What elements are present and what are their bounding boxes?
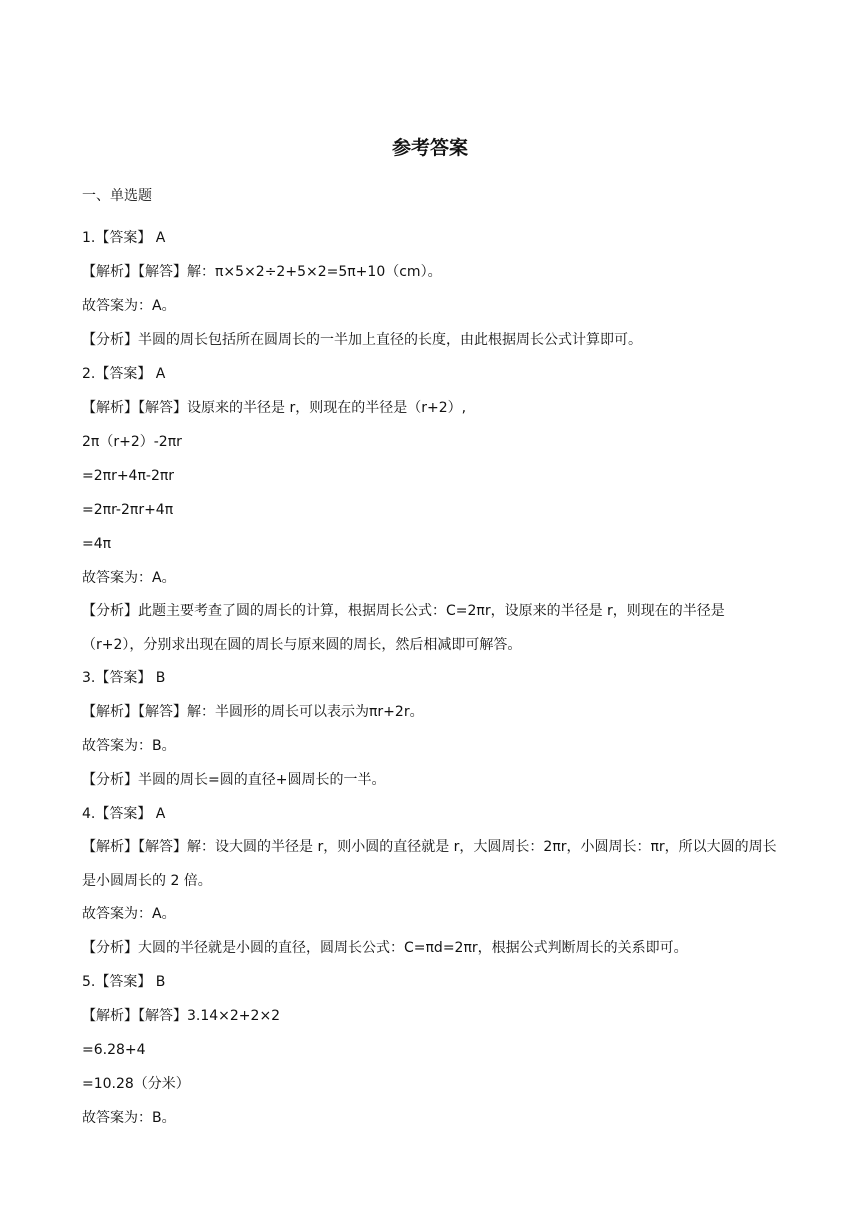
calc-step-5b: =10.28（分米） xyxy=(82,1076,190,1092)
analysis-q4: 【解析】【解答】解：设大圆的半径是 r，则小圆的直径就是 r，大圆周长：2πr，小圆周长：πr，所以大圆的周长是小圆周长的 2 倍。 xyxy=(82,839,777,889)
analysis-q2: 【解析】【解答】设原来的半径是 r，则现在的半径是（r+2）, xyxy=(82,400,467,416)
calc-step-3: =2πr-2πr+4π xyxy=(82,502,174,518)
answer-q4: 4.【答案】 A xyxy=(82,806,166,822)
conclusion-q1: 故答案为：A。 xyxy=(82,298,176,314)
calc-step-5a: =6.28+4 xyxy=(82,1042,146,1058)
calc-step-2: =2πr+4π-2πr xyxy=(82,468,175,484)
conclusion-q5: 故答案为：B。 xyxy=(82,1110,176,1126)
calc-step-1: 2π（r+2）-2πr xyxy=(82,434,182,450)
conclusion-q3: 故答案为：B。 xyxy=(82,738,176,754)
answer-q5: 5.【答案】 B xyxy=(82,974,166,990)
explanation-q2: 【分析】此题主要考查了圆的周长的计算，根据周长公式：C=2πr，设原来的半径是 r，则现在的半径是（r+2），分别求出现在圆的周长与原来圆的周长，然后相减即可解答。 xyxy=(82,603,725,653)
analysis-q5: 【解析】【解答】3.14×2+2×2 xyxy=(82,1008,281,1024)
answer-q2: 2.【答案】 A xyxy=(82,366,166,382)
answer-q3: 3.【答案】 B xyxy=(82,670,166,686)
page-title: 参考答案 xyxy=(391,137,468,159)
explanation-q3: 【分析】半圆的周长=圆的直径+圆周长的一半。 xyxy=(82,772,386,788)
explanation-q4: 【分析】大圆的半径就是小圆的直径，圆周长公式：C=πd=2πr，根据公式判断周长的关系即可。 xyxy=(82,940,688,956)
conclusion-q2: 故答案为：A。 xyxy=(82,570,176,586)
section-heading: 一、单选题 xyxy=(82,188,152,204)
conclusion-q4: 故答案为：A。 xyxy=(82,906,176,922)
explanation-q1: 【分析】半圆的周长包括所在圆周长的一半加上直径的长度，由此根据周长公式计算即可。 xyxy=(82,332,642,348)
analysis-q3: 【解析】【解答】解：半圆形的周长可以表示为πr+2r。 xyxy=(82,704,424,720)
answer-q1: 1.【答案】 A xyxy=(82,230,166,246)
analysis-q1: 【解析】【解答】解：π×5×2÷2+5×2=5π+10（cm）。 xyxy=(82,264,442,280)
calc-step-4: =4π xyxy=(82,536,112,552)
